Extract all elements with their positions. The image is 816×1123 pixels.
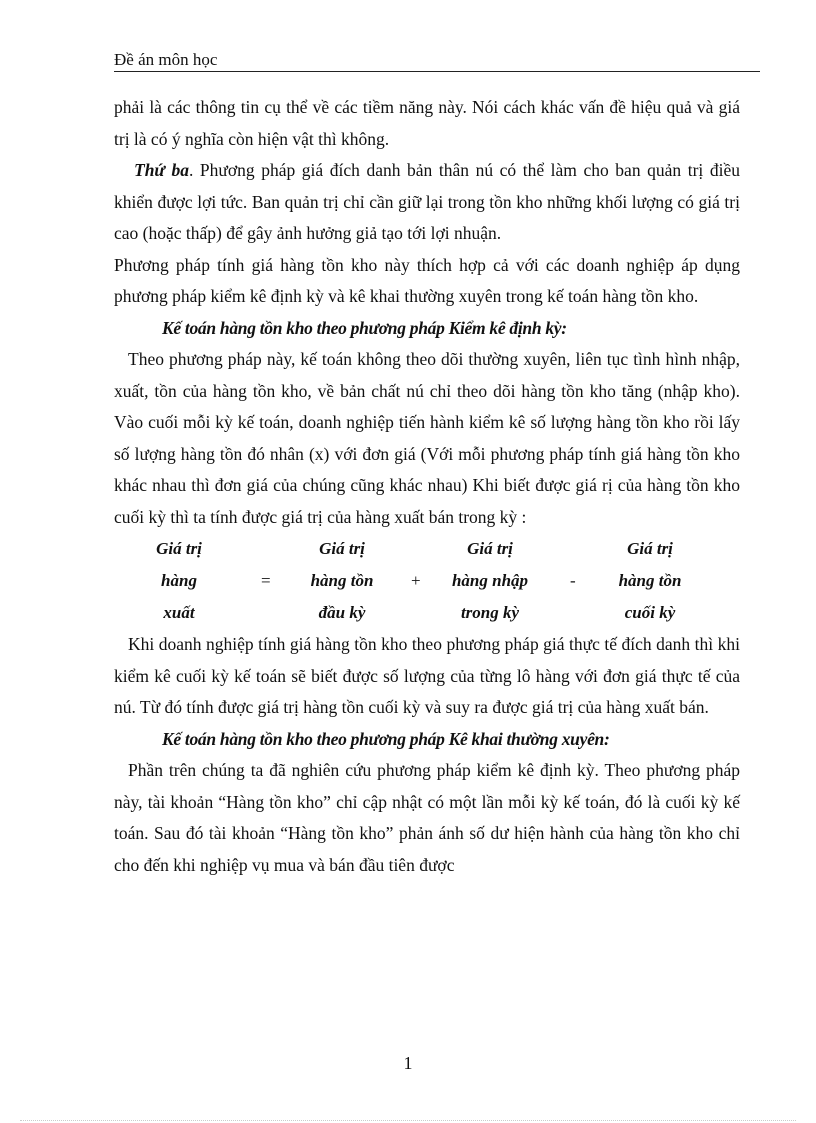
page-number: 1	[403, 1053, 413, 1073]
formula-text: Giá trị	[319, 539, 365, 558]
section-heading: Kế toán hàng tồn kho theo phương pháp Kê khai thường xuyên:	[162, 728, 610, 749]
formula-plus: +	[411, 571, 421, 590]
formula-text: hàng nhập	[451, 571, 529, 590]
paragraph: Phương pháp tính giá hàng tồn kho này thích hợp cả với các doanh nghiệp áp dụng phương pháp kiểm kê định kỳ và kê khai thường xuyên trong kế toán hàng tồn kho.	[114, 254, 740, 306]
document-body	[114, 92, 740, 881]
formula-text: cuối kỳ	[624, 603, 676, 622]
paragraph-lead: Thứ ba	[134, 160, 189, 180]
formula-text: hàng tồn	[618, 571, 682, 590]
paragraph: Phần trên chúng ta đã nghiên cứu phương pháp kiểm kê định kỳ. Theo phương pháp này, tài khoản “Hàng tồn kho” chỉ cập nhật có một lần mỗi kỳ kế toán, đó là cuối kỳ kế toán. Sau đó tài khoản “Hàng tồn kho” phản ánh số dư hiện hành của hàng tồn kho chỉ cho đến khi nghiệp vụ mua và bán đầu tiên được	[114, 760, 740, 875]
formula-term-exported	[144, 533, 214, 629]
paragraph: Khi doanh nghiệp tính giá hàng tồn kho theo phương pháp giá thực tế đích danh thì khi kiểm kê cuối kỳ kế toán sẽ biết được số lượng của từng lô hàng với đơn giá thực tế của nú. Từ đó tính được giá trị hàng tồn cuối kỳ và suy ra được giá trị của hàng xuất bán.	[114, 634, 740, 717]
paragraph	[114, 155, 740, 250]
page-header	[114, 49, 760, 72]
formula-term-closing	[607, 533, 693, 629]
page-border	[20, 1120, 796, 1121]
formula-text: hàng	[161, 571, 197, 590]
paragraph: Theo phương pháp này, kế toán không theo dõi thường xuyên, liên tục tình hình nhập, xuất, tồn của hàng tồn kho, về bản chất nú chỉ theo dõi hàng tồn kho tăng (nhập kho). Vào cuối mỗi kỳ kế toán, doanh nghiệp tiến hành kiểm kê số lượng hàng tồn kho rồi lấy số lượng hàng tồn đó nhân (x) với đơn giá (Với mỗi phương pháp tính giá hàng tồn kho khác nhau thì đơn giá của chúng cũng khác nhau) Khi biết được giá rị của hàng tồn kho cuối kỳ thì ta tính được giá trị của hàng xuất bán trong kỳ :	[114, 349, 740, 527]
formula-text: Giá trị	[627, 539, 673, 558]
formula-equals: =	[261, 571, 271, 590]
formula-text: Giá trị	[467, 539, 513, 558]
formula-text: xuất	[163, 603, 195, 622]
formula-text: trong kỳ	[460, 603, 520, 622]
paragraph-text: . Phương pháp giá đích danh bản thân nú có thể làm cho ban quản trị điều khiển được lợi tức. Ban quản trị chỉ cần giữ lại trong tồn kho những khối lượng có giá trị cao (hoặc thấp) để gây ảnh hưởng giả tạo tới lợi nhuận.	[114, 160, 740, 243]
formula	[114, 533, 740, 629]
formula-text: hàng tồn	[310, 571, 374, 590]
paragraph: phải là các thông tin cụ thể về các tiềm năng này. Nói cách khác vấn đề hiệu quả và giá trị là có ý nghĩa còn hiện vật thì không.	[114, 97, 740, 149]
header-title: Đề án môn học	[114, 50, 218, 69]
section-heading: Kế toán hàng tồn kho theo phương pháp Kiểm kê định kỳ:	[162, 317, 567, 338]
formula-term-opening	[299, 533, 385, 629]
formula-text: Giá trị	[156, 539, 202, 558]
formula-term-imported	[440, 533, 540, 629]
formula-text: đầu kỳ	[318, 603, 366, 622]
formula-minus: -	[570, 571, 576, 590]
